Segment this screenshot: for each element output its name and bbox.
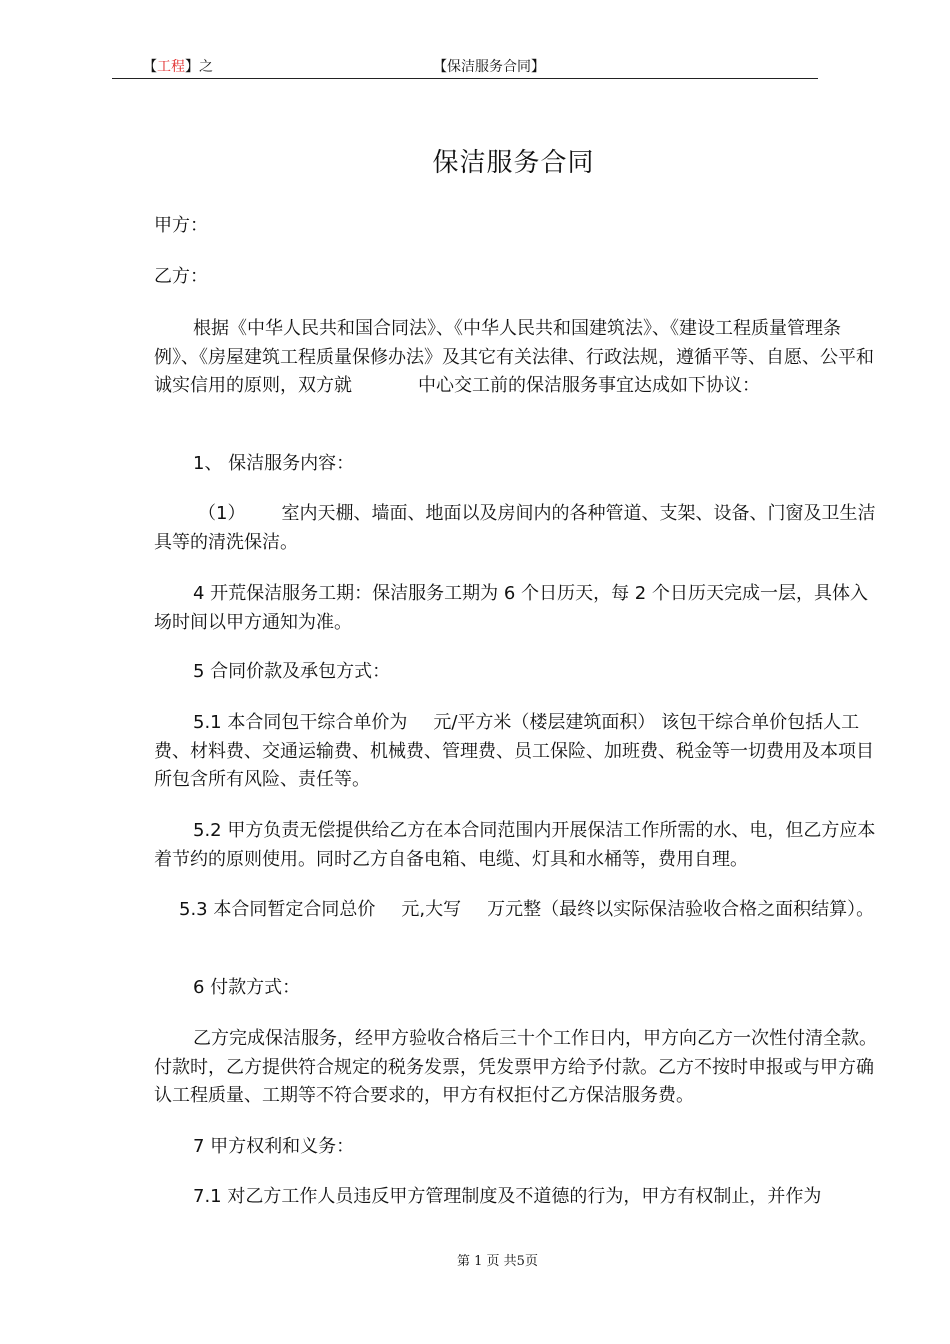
party-b: 乙方： bbox=[154, 266, 208, 287]
document-title: 保洁服务合同 bbox=[432, 148, 595, 178]
header-left bbox=[143, 58, 213, 76]
section-5-3-paragraph bbox=[140, 896, 884, 925]
header-left-bracket: 【 bbox=[143, 59, 157, 75]
section-5-3-part2: 元,大写 bbox=[401, 899, 462, 920]
section-4-paragraph: 4 开荒保洁服务工期：保洁服务工期为 6 个日历天，每 2 个日历天完成一层，具体入场时间以甲方通知为准。 bbox=[154, 583, 868, 633]
section-5-3-part1: 5.3 本合同暂定合同总价 bbox=[179, 899, 376, 920]
header-left-red-text: 工程 bbox=[157, 59, 185, 75]
section-5-1-part1: 5.1 本合同包干综合单价为 bbox=[193, 712, 408, 733]
page-footer: 第 1 页 共5页 bbox=[457, 1254, 538, 1269]
intro-paragraph bbox=[154, 315, 884, 401]
section-6-heading: 6 付款方式： bbox=[193, 977, 301, 998]
party-a: 甲方： bbox=[154, 215, 208, 236]
intro-part2: 中心交工前的保洁服务事宜达成如下协议： bbox=[418, 375, 760, 396]
section-1-item-number: （1） bbox=[198, 503, 246, 524]
section-7-heading: 7 甲方权利和义务： bbox=[193, 1136, 355, 1157]
intro-part1: 根据《中华人民共和国合同法》、《中华人民共和国建筑法》、《建设工程质量管理条例》、《房屋建筑工程质量保修办法》及其它有关法律、行政法规，遵循平等、自愿、公平和诚实信用的原则，双方就 bbox=[154, 318, 874, 396]
section-5-1-part2: 元/平方米（楼层建筑面积） 该包干综合单价包括人工费、材料费、交通运输费、机械费、管理费、员工保险、加班费、税金等一切费用及本项目所包含所有风险、责任等。 bbox=[154, 712, 874, 790]
section-6-paragraph: 乙方完成保洁服务，经甲方验收合格后三十个工作日内，甲方向乙方一次性付清全款。付款时，乙方提供符合规定的税务发票，凭发票甲方给予付款。乙方不按时申报或与甲方确认工程质量、工期等不符合要求的，甲方有权拒付乙方保洁服务费。 bbox=[154, 1028, 877, 1106]
section-1-item-1 bbox=[154, 500, 884, 557]
section-5-3-part3: 万元整（最终以实际保洁验收合格之面积结算）。 bbox=[487, 899, 875, 920]
section-1-item-text: 室内天棚、墙面、地面以及房间内的各种管道、支架、设备、门窗及卫生洁具等的清洗保洁。 bbox=[154, 503, 876, 553]
header-left-rest: 】之 bbox=[185, 59, 213, 75]
section-5-heading: 5 合同价款及承包方式： bbox=[193, 661, 391, 682]
section-5-1-paragraph bbox=[154, 709, 884, 795]
section-7-1-paragraph: 7.1 对乙方工作人员违反甲方管理制度及不道德的行为，甲方有权制止，并作为 bbox=[193, 1186, 822, 1207]
header-center: 【保洁服务合同】 bbox=[433, 59, 545, 75]
section-5-2-paragraph: 5.2 甲方负责无偿提供给乙方在本合同范围内开展保洁工作所需的水、电，但乙方应本着节约的原则使用。同时乙方自备电箱、电缆、灯具和水桶等，费用自理。 bbox=[154, 820, 876, 870]
section-1-heading: 1、 保洁服务内容： bbox=[193, 453, 355, 474]
header-divider bbox=[112, 78, 818, 79]
